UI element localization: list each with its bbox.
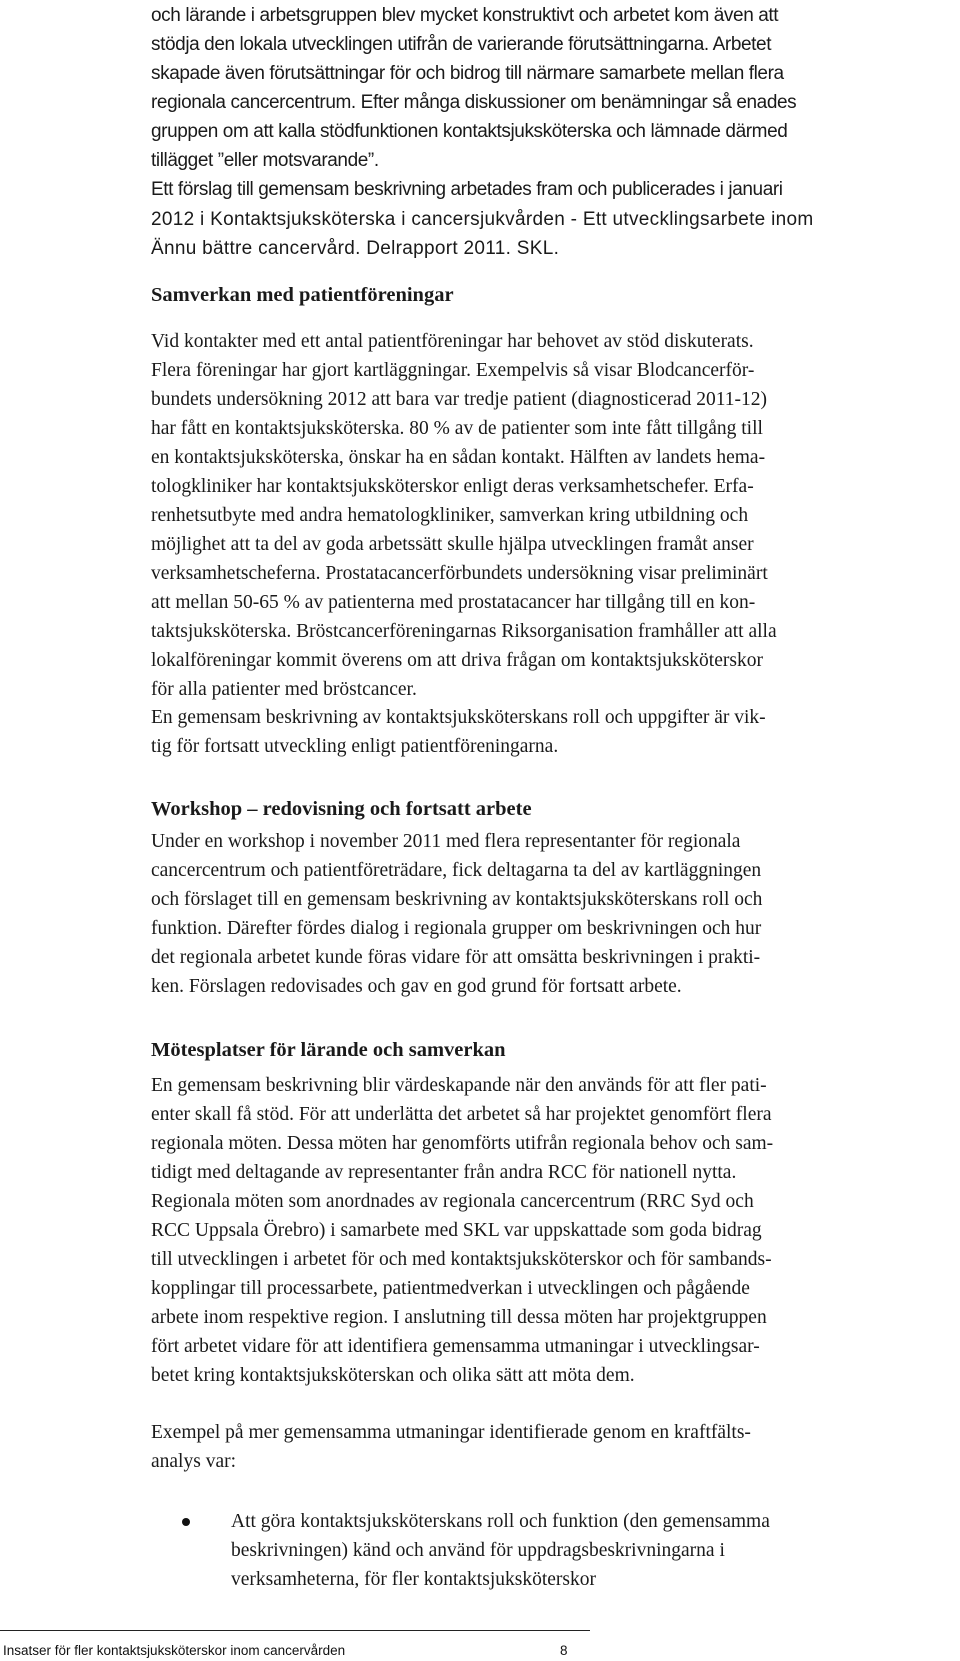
bullet-icon [182, 1518, 190, 1526]
patient-associations-summary [151, 703, 941, 761]
paragraph-line: fört arbetet vidare för att identifiera gemensamma utmaningar i utvecklingsar- [151, 1336, 760, 1357]
paragraph-line: En gemensam beskrivning av kontaktsjuksköterskans roll och uppgifter är vik- [151, 707, 766, 728]
intro-line: tillägget ”eller motsvarande”. [151, 150, 379, 171]
paragraph-line: betet kring kontaktsjuksköterskan och olika sätt att möta dem. [151, 1365, 635, 1386]
paragraph-line: kopplingar till processarbete, patientmedverkan i utvecklingen och pågående [151, 1278, 750, 1299]
paragraph-line: att mellan 50-65 % av patienterna med prostatacancer har tillgång till en kon- [151, 592, 756, 613]
paragraph-line: regionala möten. Dessa möten har genomförts utifrån regionala behov och sam- [151, 1133, 774, 1154]
paragraph-line: renhetsutbyte med andra hematologkliniker, samverkan kring utbildning och [151, 505, 749, 526]
paragraph-line: till utvecklingen i arbetet för och med kontaktsjuksköterskor och för sambands- [151, 1249, 772, 1270]
paragraph-line: tologkliniker har kontaktsjuksköterskor enligt deras verksamhetschefer. Erfa- [151, 476, 754, 497]
section-heading-meeting-places: Mötesplatser för lärande och samverkan [151, 1039, 506, 1061]
meeting-places-paragraph [151, 1071, 941, 1390]
section-heading-patient-associations: Samverkan med patientföreningar [151, 284, 454, 306]
paragraph-line: RCC Uppsala Örebro) i samarbete med SKL var uppskattade som goda bidrag [151, 1220, 762, 1241]
footer-document-title: Insatser för fler kontaktsjuksköterskor inom cancervården [3, 1643, 346, 1658]
paragraph-line: lokalföreningar kommit överens om att driva frågan om kontaktsjuksköterskor [151, 650, 763, 671]
intro-line: skapade även förutsättningar för och bidrog till närmare samarbete mellan flera [151, 63, 784, 84]
paragraph-line: det regionala arbetet kunde föras vidare för att omsätta beskrivningen i prakti- [151, 947, 761, 968]
paragraph-line: har fått en kontaktsjuksköterska. 80 % av de patienter som inte fått tillgång till [151, 418, 763, 439]
paragraph-line: enter skall få stöd. För att underlätta det arbetet så har projektet genomfört flera [151, 1104, 772, 1125]
footer-page-number: 8 [560, 1643, 568, 1658]
paragraph-line: tidigt med deltagande av representanter från andra RCC för nationell nytta. [151, 1162, 737, 1183]
paragraph-line: analys var: [151, 1451, 237, 1472]
paragraph-line: en kontaktsjuksköterska, önskar ha en sådan kontakt. Hälften av landets hema- [151, 447, 766, 468]
paragraph-line: Regionala möten som anordnades av regionala cancercentrum (RRC Syd och [151, 1191, 754, 1212]
paragraph-line: Exempel på mer gemensamma utmaningar identifierade genom en kraftfälts- [151, 1422, 751, 1443]
paragraph-line: ken. Förslagen redovisades och gav en god grund för fortsatt arbete. [151, 976, 682, 997]
intro-line: regionala cancercentrum. Efter många diskussioner om benämningar så enades [151, 92, 797, 113]
footer-divider [0, 1630, 590, 1631]
paragraph-line: möjlighet att ta del av goda arbetssätt skulle hjälpa utvecklingen framåt anser [151, 534, 754, 555]
paragraph-line: arbete inom respektive region. I anslutning till dessa möten har projektgruppen [151, 1307, 767, 1328]
force-field-intro [151, 1418, 941, 1476]
workshop-paragraph [151, 827, 941, 1001]
list-item [151, 1507, 941, 1594]
proposal-line: Ännu bättre cancervård. Delrapport 2011. SKL. [151, 238, 560, 259]
paragraph-line: verksamhetscheferna. Prostatacancerförbundets undersökning visar preliminärt [151, 563, 768, 584]
proposal-line: Ett förslag till gemensam beskrivning arbetades fram och publicerades i januari [151, 179, 783, 200]
paragraph-line: taktsjuksköterska. Bröstcancerföreningarnas Riksorganisation framhåller att alla [151, 621, 777, 642]
paragraph-line: tig för fortsatt utveckling enligt patientföreningarna. [151, 736, 559, 757]
challenges-list [151, 1507, 941, 1594]
intro-line: och lärande i arbetsgruppen blev mycket konstruktivt och arbetet kom även att [151, 5, 779, 26]
list-item-line: verksamheterna, för fler kontaktsjuksköterskor [231, 1569, 596, 1590]
page-footer [0, 1630, 960, 1661]
paragraph-line: bundets undersökning 2012 att bara var tredje patient (diagnosticerad 2011-12) [151, 389, 768, 410]
paragraph-line: Flera föreningar har gjort kartläggningar. Exempelvis så visar Blodcancerför- [151, 360, 755, 381]
patient-associations-paragraph [151, 327, 941, 704]
list-item-line: beskrivningen) känd och använd för uppdragsbeskrivningarna i [231, 1540, 725, 1561]
intro-line: stödja den lokala utvecklingen utifrån de varierande förutsättningarna. Arbetet [151, 34, 772, 55]
proposal-line: 2012 i Kontaktsjuksköterska i cancersjukvården - Ett utvecklingsarbete inom [151, 209, 814, 230]
paragraph-line: och förslaget till en gemensam beskrivning av kontaktsjuksköterskans roll och [151, 889, 763, 910]
paragraph-line: cancercentrum och patientföreträdare, fick deltagarna ta del av kartläggningen [151, 860, 762, 881]
paragraph-line: för alla patienter med bröstcancer. [151, 679, 417, 700]
paragraph-line: Under en workshop i november 2011 med flera representanter för regionala [151, 831, 741, 852]
paragraph-line: funktion. Därefter fördes dialog i regionala grupper om beskrivningen och hur [151, 918, 762, 939]
section-heading-workshop: Workshop – redovisning och fortsatt arbete [151, 798, 532, 820]
paragraph-line: Vid kontakter med ett antal patientföreningar har behovet av stöd diskuterats. [151, 331, 754, 352]
intro-line: gruppen om att kalla stödfunktionen kontaktsjuksköterska och lämnade därmed [151, 121, 788, 142]
paragraph-line: En gemensam beskrivning blir värdeskapande när den används för att fler pati- [151, 1075, 767, 1096]
list-item-line: Att göra kontaktsjuksköterskans roll och funktion (den gemensamma [231, 1511, 770, 1532]
